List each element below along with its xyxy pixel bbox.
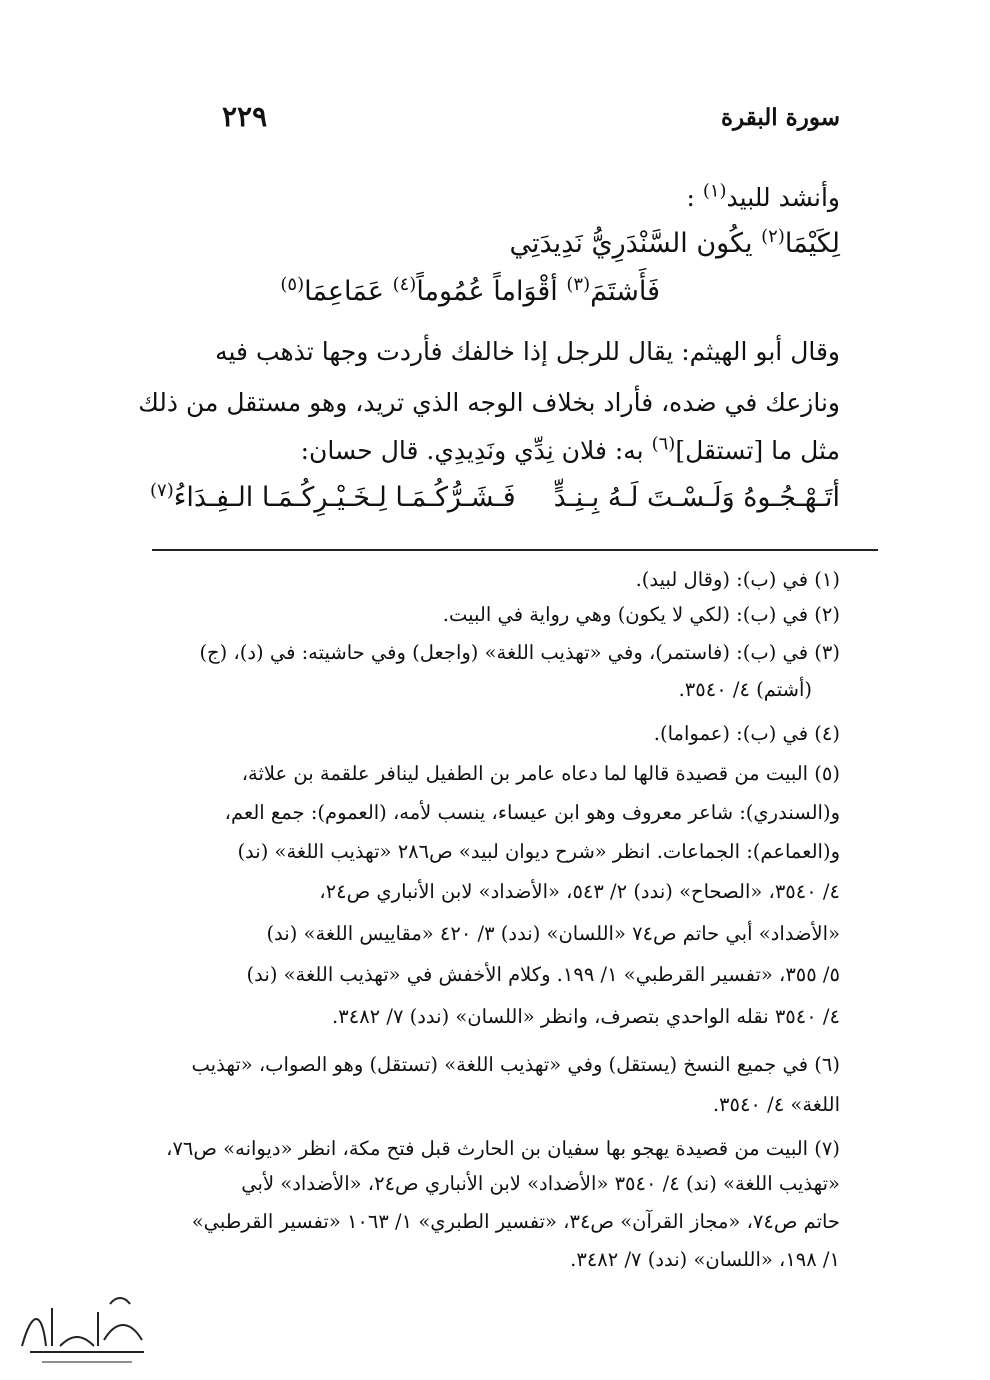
footnote-ref-1: (١) [702, 180, 727, 202]
footnote-5-line-1: (٥) البيت من قصيدة قالها لما دعاه عامر بن الطفيل لينافر علقمة بن علاثة، [241, 762, 840, 785]
footnote-ref-3: (٣) [566, 274, 591, 295]
footnote-6-line-1: (٦) في جميع النسخ (يستقل) وفي «تهذيب اللغة» (تستقل) وهو الصواب، «تهذيب [191, 1053, 840, 1076]
footnote-7-line-4: ١/ ١٩٨، «اللسان» (ندد) ٧/ ٣٤٨٢. [570, 1248, 840, 1271]
footnote-5-line-6: ٥/ ٣٥٥، «تفسير القرطبي» ١/ ١٩٩. وكلام الأخفش في «تهذيب اللغة» (ند) [246, 963, 840, 986]
intro-text: وأنشد للبيد [726, 183, 840, 212]
footnote-5-line-3: و(العماعم): الجماعات. انظر «شرح ديوان لبيد» ص٢٨٦ «تهذيب اللغة» (ند) [237, 840, 840, 863]
paragraph-line-1: وقال أبو الهيثم: يقال للرجل إذا خالفك فأردت وجها تذهب فيه [215, 337, 840, 366]
footnote-divider [152, 549, 878, 551]
footnote-ref-5: (٥) [280, 274, 305, 295]
footnote-5-line-4: ٤/ ٣٥٤٠، «الصحاح» (ندد) ٢/ ٥٤٣، «الأضداد» لابن الأنباري ص٢٤، [319, 880, 840, 903]
footnote-3-line-1: (٣) في (ب): (فاستمر)، وفي «تهذيب اللغة» (واجعل) وفي حاشيته: في (د)، (ج) [199, 641, 840, 664]
intro-colon: : [686, 183, 703, 212]
footnote-4-line-1: (٤) في (ب): (عمواما). [653, 722, 840, 745]
verse2-word-3: عَمَاعِمَا [304, 276, 393, 307]
calligraphy-stamp-logo [12, 1290, 162, 1370]
verse1-rest: يكُون السَّنْدَرِيُّ نَدِيدَتِي [509, 228, 762, 259]
sura-title: سورة البقرة [720, 104, 840, 131]
paragraph-line-2: ونازعك في ضده، فأراد بخلاف الوجه الذي تريد، وهو مستقل من ذلك [138, 388, 840, 417]
footnote-7-line-2: «تهذيب اللغة» (ند) ٤/ ٣٥٤٠ «الأضداد» لابن الأنباري ص٢٤، «الأضداد» لأبي [241, 1172, 840, 1195]
footnote-1-line-1: (١) في (ب): (وقال لبيد). [635, 568, 840, 591]
page-header [140, 100, 840, 140]
page-number: ٢٢٩ [222, 100, 268, 133]
footnote-3-line-2: (أشتم) ٤/ ٣٥٤٠. [678, 678, 812, 701]
intro-line [686, 180, 840, 212]
para3-part-a: مثل ما [تستقل] [675, 436, 840, 465]
verse-line-3-first: أتَـهْـجُـوهُ وَلَـسْـتَ لَـهُ بِـنِـدٍّ [553, 482, 840, 513]
footnote-ref-2: (٢) [761, 226, 785, 247]
footnote-ref-7: (٧) [150, 480, 174, 501]
verse-line-3-second [150, 482, 516, 513]
footnote-7-line-1: (٧) البيت من قصيدة يهجو بها سفيان بن الحارث قبل فتح مكة، انظر «ديوانه» ص٧٦، [166, 1137, 840, 1160]
footnote-5-line-5: «الأضداد» أبي حاتم ص٧٤ «اللسان» (ندد) ٣/ ٤٢٠ «مقاييس اللغة» (ند) [266, 922, 840, 945]
footnote-2-line-1: (٢) في (ب): (لكي لا يكون) وهي رواية في البيت. [442, 603, 840, 626]
verse-line-1 [509, 228, 840, 259]
verse2-word-1: فَأَشتَمَ [590, 276, 660, 307]
footnote-6-line-2: اللغة» ٤/ ٣٥٤٠. [712, 1093, 840, 1116]
para3-part-b: به: فلان نِدِّي ونَدِيدِي. قال حسان: [300, 436, 652, 465]
verse2-word-2: أقْوَاماً عُمُوماً [416, 276, 567, 307]
footnote-7-line-3: حاتم ص٧٤، «مجاز القرآن» ص٣٤، «تفسير الطبري» ١/ ١٠٦٣ «تفسير القرطبي» [191, 1210, 840, 1233]
footnote-ref-4: (٤) [392, 274, 417, 295]
verse-line-2 [280, 276, 660, 307]
footnote-5-line-7: ٤/ ٣٥٤٠ نقله الواحدي بتصرف، وانظر «اللسان» (ندد) ٧/ ٣٤٨٢. [332, 1005, 840, 1028]
footnote-ref-6: (٦) [651, 433, 676, 455]
verse1-word-1: لِكَيْمَا [784, 228, 840, 259]
paragraph-line-3 [300, 433, 840, 465]
verse3-second-half: فَـشَـرُّكُـمَـا لِـخَـيْـرِكُـمَـا الـفِـدَاءُ [173, 482, 516, 513]
footnote-5-line-2: و(السندري): شاعر معروف وهو ابن عيساء، ينسب لأمه، (العموم): جمع العم، [224, 801, 840, 824]
